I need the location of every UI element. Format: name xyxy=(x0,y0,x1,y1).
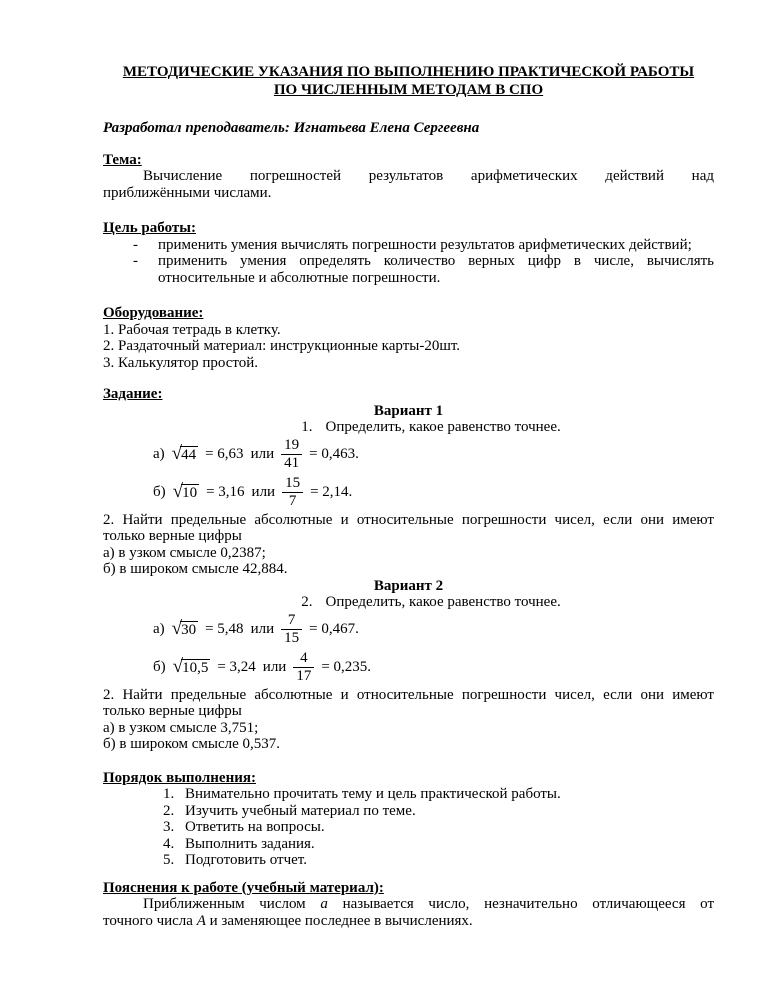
variant1-task2-line1: 2. Найти предельные абсолютные и относительные погрешности чисел, если они имеют xyxy=(103,511,714,528)
fraction-value: = 0,467. xyxy=(309,621,359,638)
radicand: 44 xyxy=(181,447,197,463)
procedure-step xyxy=(103,836,714,853)
section-heading-equipment-label: Оборудование: xyxy=(103,305,204,321)
goal-list-item xyxy=(103,253,714,286)
variant1-title: Вариант 1 xyxy=(373,402,444,419)
explanations-line2 xyxy=(103,913,714,930)
fraction-denominator: 15 xyxy=(284,630,300,646)
explanations-line1 xyxy=(103,896,714,913)
or-word: или xyxy=(262,659,287,676)
equation-label: а) xyxy=(153,621,165,638)
fraction xyxy=(293,650,314,685)
sqrt-value: = 6,63 xyxy=(205,446,244,463)
procedure-step-text: Изучить учебный материал по теме. xyxy=(185,802,416,819)
variant2-task2-line2: только верные цифры xyxy=(103,703,242,719)
section-heading-task-label: Задание: xyxy=(103,386,163,402)
fraction-denominator: 17 xyxy=(296,668,312,684)
variant2-task2-line1: 2. Найти предельные абсолютные и относительные погрешности чисел, если они имеют xyxy=(103,686,714,703)
fraction-numerator: 15 xyxy=(282,475,303,493)
fraction xyxy=(281,437,302,472)
equipment-item: 1. Рабочая тетрадь в клетку. xyxy=(103,321,281,338)
fraction-denominator: 7 xyxy=(288,493,297,509)
variant1-task2-item-a: а) в узком смысле 0,2387; xyxy=(103,544,266,561)
radicand: 10,5 xyxy=(182,660,209,676)
fraction-value: = 0,463. xyxy=(309,446,359,463)
variant2-task2-item-b: б) в широком смысле 0,537. xyxy=(103,736,281,752)
sqrt-expression xyxy=(171,443,198,464)
tema-body-line2: приближёнными числами. xyxy=(103,184,272,201)
section-heading-task xyxy=(103,386,714,403)
exact-number-variable: А xyxy=(196,912,206,929)
variant1-equation-b xyxy=(103,474,714,512)
fraction xyxy=(282,475,303,510)
explanations-line1-part1: Приближенным числом xyxy=(143,896,306,912)
sqrt-expression xyxy=(171,618,198,639)
section-heading-tema xyxy=(103,152,714,169)
fraction-value: = 0,235. xyxy=(321,659,372,676)
variant1-task1 xyxy=(103,419,714,436)
sqrt-expression xyxy=(172,656,211,677)
section-heading-equipment xyxy=(103,305,714,322)
procedure-step xyxy=(103,819,714,836)
explanations-line2-part1: точного числа xyxy=(103,912,193,929)
goal-list-item xyxy=(103,237,714,254)
procedure-step-number: 5. xyxy=(163,852,175,868)
section-heading-procedure xyxy=(103,770,714,787)
fraction-numerator: 19 xyxy=(281,437,302,455)
procedure-step xyxy=(103,803,714,820)
dash-bullet: - xyxy=(133,253,138,269)
variant2-task2-item-a: а) в узком смысле 3,751; xyxy=(103,719,259,736)
variant1-equation-a xyxy=(103,436,714,474)
goal-item-text: применить умения вычислять погрешности результатов арифметических действий; xyxy=(158,236,692,253)
fraction-numerator: 7 xyxy=(281,612,302,630)
procedure-step-number: 2. xyxy=(163,802,175,819)
document-title-line2: ПО ЧИСЛЕННЫМ МЕТОДАМ В СПО xyxy=(273,81,544,98)
procedure-step-text: Выполнить задания. xyxy=(185,835,315,852)
fraction xyxy=(281,612,302,647)
procedure-step-text: Внимательно прочитать тему и цель практической работы. xyxy=(185,786,561,802)
procedure-step-number: 4. xyxy=(163,835,175,852)
section-heading-tema-label: Тема: xyxy=(103,151,142,168)
document-title-line1: МЕТОДИЧЕСКИЕ УКАЗАНИЯ ПО ВЫПОЛНЕНИЮ ПРАКТИЧЕСКОЙ РАБОТЫ xyxy=(122,64,695,80)
procedure-step-number: 1. xyxy=(163,786,175,802)
fraction-value: = 2,14. xyxy=(310,484,353,501)
procedure-step-text: Ответить на вопросы. xyxy=(185,819,325,835)
equation-label: а) xyxy=(153,446,165,463)
procedure-step xyxy=(103,852,714,869)
equation-label: б) xyxy=(153,659,166,676)
explanations-line2-part2: и заменяющее последнее в вычислениях. xyxy=(209,912,473,929)
section-heading-explanations xyxy=(103,880,714,897)
sqrt-value: = 3,16 xyxy=(206,484,245,501)
variant1-task1-text: Определить, какое равенство точнее. xyxy=(325,419,561,435)
procedure-step-number: 3. xyxy=(163,819,175,835)
or-word: или xyxy=(251,484,276,501)
variant2-task1 xyxy=(103,594,714,611)
variant2-task1-text: Определить, какое равенство точнее. xyxy=(325,594,561,610)
radicand: 30 xyxy=(181,622,197,638)
author-line: Разработал преподаватель: Игнатьева Елена Сергеевна xyxy=(103,120,480,136)
procedure-step xyxy=(103,786,714,803)
document-title xyxy=(103,64,714,99)
equation-label: б) xyxy=(153,484,166,501)
variant1-task2-item-b: б) в широком смысле 42,884. xyxy=(103,561,288,577)
sqrt-expression xyxy=(172,481,199,502)
explanations-line1-part2: называется число, незначительно отличающееся от xyxy=(342,896,714,912)
fraction-denominator: 41 xyxy=(284,455,300,471)
variant1-task2-line2: только верные цифры xyxy=(103,528,242,544)
or-word: или xyxy=(250,621,275,638)
radicand: 10 xyxy=(182,485,198,501)
dash-bullet: - xyxy=(133,236,138,253)
section-heading-explanations-label: Пояснения к работе (учебный материал): xyxy=(103,879,384,896)
radical-sign-icon: √ xyxy=(171,618,183,639)
variant2-title: Вариант 2 xyxy=(373,577,444,594)
section-heading-goal-label: Цель работы: xyxy=(103,220,196,236)
fraction-numerator: 4 xyxy=(293,650,314,668)
equipment-item: 3. Калькулятор простой. xyxy=(103,354,259,371)
goal-item-line1: применить умения определять количество верных цифр в числе, вычислять xyxy=(158,253,714,269)
section-heading-procedure-label: Порядок выполнения: xyxy=(103,769,256,786)
radical-sign-icon: √ xyxy=(172,481,184,502)
sqrt-value: = 5,48 xyxy=(205,621,244,638)
tema-body-line1: Вычисление погрешностей результатов арифметических действий над xyxy=(143,168,714,184)
variant2-equation-a xyxy=(103,611,714,649)
sqrt-value: = 3,24 xyxy=(217,659,256,676)
procedure-step-text: Подготовить отчет. xyxy=(185,852,307,868)
radical-sign-icon: √ xyxy=(172,656,184,677)
section-heading-goal xyxy=(103,220,714,237)
radical-sign-icon: √ xyxy=(171,443,183,464)
goal-item-line2: относительные и абсолютные погрешности. xyxy=(158,269,441,286)
approx-number-variable: а xyxy=(320,896,328,912)
equipment-item: 2. Раздаточный материал: инструкционные карты-20шт. xyxy=(103,338,461,354)
variant2-task1-number: 2. xyxy=(301,594,313,610)
or-word: или xyxy=(250,446,275,463)
variant1-task1-number: 1. xyxy=(301,419,313,435)
variant2-equation-b xyxy=(103,649,714,687)
goal-item-text xyxy=(158,253,714,286)
